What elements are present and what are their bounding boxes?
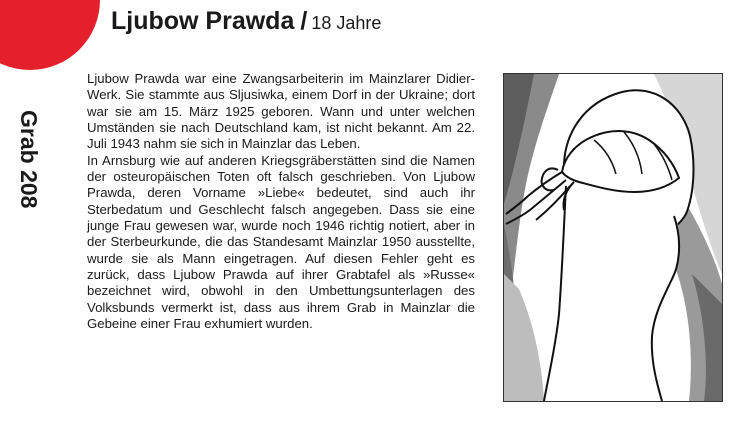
biography-paragraph: In Arnsburg wie auf anderen Kriegsgräberstätten sind die Namen der osteuropäischen Toten oft falsch geschrieben. Von Ljubow Prawda, deren Vorname »Liebe« bedeutet, sind auch ihr Sterbedatum und Geschlecht falsch angegeben. Dass sie eine junge Frau gewesen war, wurde noch 1946 richtig notiert, aber in der Sterbeurkunde, die das Standesamt Mainzlar 1950 ausstellte, wurde sie als Mann eingetragen. Auf diesen Fehler geht es zurück, dass Ljubow Prawda auf ihrer Grabtafel als »Russe« bezeichnet wird, obwohl in den Umbettungsunterlagen des Volksbunds vermerkt ist, dass aus ihrem Grab in Mainzlar die Gebeine einer Frau exhumiert wurden. xyxy=(87,152,475,332)
red-accent-circle xyxy=(0,0,100,70)
person-age: 18 Jahre xyxy=(311,13,382,33)
title-separator: / xyxy=(300,7,308,35)
woman-headscarf-icon xyxy=(504,74,722,401)
person-name: Ljubow Prawda xyxy=(111,7,295,35)
grave-number-label: Grab 208 xyxy=(16,110,42,209)
portrait-illustration xyxy=(503,73,723,402)
page-title xyxy=(111,7,381,36)
biography-text xyxy=(87,71,475,333)
biography-paragraph: Ljubow Prawda war eine Zwangsarbeiterin im Mainzlarer Didier-Werk. Sie stammte aus Sljusiwka, einem Dorf in der Ukraine; dort war sie am 15. März 1925 geboren. Wann und unter welchen Umständen sie nach Deutschland kam, ist nicht bekannt. Am 22. Juli 1943 nahm sie sich in Mainzlar das Leben. xyxy=(87,71,475,152)
